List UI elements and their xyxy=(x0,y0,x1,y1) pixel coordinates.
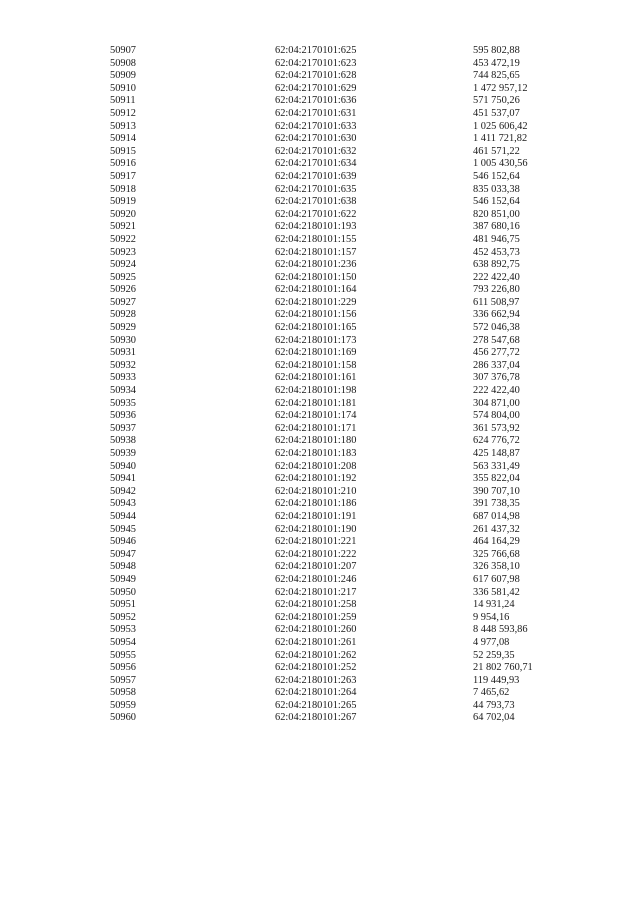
cadastral-number: 62:04:2170101:622 xyxy=(275,208,357,220)
cadastral-value: 793 226,80 xyxy=(473,284,520,296)
row-number: 50953 xyxy=(110,624,136,636)
table-row xyxy=(110,448,593,461)
cadastral-number: 62:04:2180101:169 xyxy=(275,347,357,359)
cadastral-value: 571 750,26 xyxy=(473,95,520,107)
row-number: 50947 xyxy=(110,548,136,560)
row-number: 50956 xyxy=(110,662,136,674)
table-row xyxy=(110,309,593,322)
table-row xyxy=(110,95,593,108)
row-number: 50913 xyxy=(110,120,136,132)
cadastral-value: 52 259,35 xyxy=(473,649,515,661)
table-row xyxy=(110,398,593,411)
cadastral-number: 62:04:2170101:629 xyxy=(275,82,357,94)
table-row xyxy=(110,347,593,360)
row-number: 50939 xyxy=(110,448,136,459)
cadastral-value: 222 422,40 xyxy=(473,385,520,397)
table-row xyxy=(110,171,593,184)
row-number: 50925 xyxy=(110,271,136,283)
cadastral-value: 336 581,42 xyxy=(473,586,520,598)
cadastral-number: 62:04:2180101:265 xyxy=(275,699,357,711)
row-number: 50927 xyxy=(110,296,136,308)
table-row xyxy=(110,83,593,96)
cadastral-number: 62:04:2180101:198 xyxy=(275,385,357,397)
cadastral-number: 62:04:2180101:158 xyxy=(275,359,357,371)
row-number: 50960 xyxy=(110,712,136,724)
row-number: 50917 xyxy=(110,170,136,182)
table-row xyxy=(110,146,593,159)
row-number: 50932 xyxy=(110,359,136,371)
cadastral-value: 304 871,00 xyxy=(473,397,520,409)
cadastral-number: 62:04:2170101:623 xyxy=(275,57,357,69)
cadastral-number: 62:04:2180101:164 xyxy=(275,284,357,296)
table-row xyxy=(110,561,593,574)
cadastral-value: 286 337,04 xyxy=(473,359,520,371)
cadastral-value: 14 931,24 xyxy=(473,599,515,611)
row-number: 50931 xyxy=(110,347,136,359)
row-number: 50914 xyxy=(110,133,136,145)
table-row xyxy=(110,360,593,373)
cadastral-value: 624 776,72 xyxy=(473,435,520,447)
cadastral-value: 461 571,22 xyxy=(473,145,520,157)
cadastral-value: 563 331,49 xyxy=(473,460,520,472)
table-row xyxy=(110,272,593,285)
cadastral-value: 336 662,94 xyxy=(473,309,520,321)
cadastral-value: 611 508,97 xyxy=(473,296,520,308)
table-row xyxy=(110,221,593,234)
table-row xyxy=(110,335,593,348)
cadastral-number: 62:04:2180101:161 xyxy=(275,372,357,384)
table-row xyxy=(110,297,593,310)
row-number: 50952 xyxy=(110,611,136,623)
table-row xyxy=(110,511,593,524)
table-row xyxy=(110,322,593,335)
table-row xyxy=(110,259,593,272)
row-number: 50926 xyxy=(110,284,136,296)
table-row xyxy=(110,284,593,297)
row-number: 50940 xyxy=(110,460,136,472)
cadastral-number: 62:04:2180101:183 xyxy=(275,448,357,459)
table-row xyxy=(110,574,593,587)
table-body xyxy=(110,45,593,725)
cadastral-number: 62:04:2180101:221 xyxy=(275,536,357,548)
table-row xyxy=(110,700,593,713)
cadastral-value: 574 804,00 xyxy=(473,410,520,422)
cadastral-number: 62:04:2180101:155 xyxy=(275,233,357,245)
cadastral-value: 325 766,68 xyxy=(473,548,520,560)
cadastral-value: 744 825,65 xyxy=(473,70,520,82)
cadastral-value-table xyxy=(110,45,593,725)
cadastral-number: 62:04:2180101:181 xyxy=(275,397,357,409)
row-number: 50958 xyxy=(110,687,136,699)
cadastral-value: 8 448 593,86 xyxy=(473,624,528,636)
table-row xyxy=(110,158,593,171)
table-row xyxy=(110,675,593,688)
cadastral-number: 62:04:2180101:171 xyxy=(275,422,357,434)
cadastral-value: 9 954,16 xyxy=(473,611,510,623)
row-number: 50935 xyxy=(110,397,136,409)
row-number: 50946 xyxy=(110,536,136,548)
cadastral-number: 62:04:2180101:156 xyxy=(275,309,357,321)
cadastral-number: 62:04:2180101:260 xyxy=(275,624,357,636)
cadastral-value: 546 152,64 xyxy=(473,170,520,182)
cadastral-value: 820 851,00 xyxy=(473,208,520,220)
cadastral-value: 307 376,78 xyxy=(473,372,520,384)
row-number: 50918 xyxy=(110,183,136,195)
cadastral-value: 222 422,40 xyxy=(473,271,520,283)
cadastral-number: 62:04:2170101:625 xyxy=(275,45,357,56)
cadastral-number: 62:04:2180101:267 xyxy=(275,712,357,724)
row-number: 50936 xyxy=(110,410,136,422)
cadastral-number: 62:04:2180101:180 xyxy=(275,435,357,447)
row-number: 50924 xyxy=(110,259,136,271)
table-row xyxy=(110,435,593,448)
cadastral-number: 62:04:2180101:222 xyxy=(275,548,357,560)
cadastral-value: 595 802,88 xyxy=(473,45,520,56)
table-row xyxy=(110,549,593,562)
cadastral-number: 62:04:2180101:174 xyxy=(275,410,357,422)
cadastral-number: 62:04:2170101:632 xyxy=(275,145,357,157)
row-number: 50919 xyxy=(110,196,136,208)
cadastral-value: 453 472,19 xyxy=(473,57,520,69)
row-number: 50923 xyxy=(110,246,136,258)
table-row xyxy=(110,498,593,511)
table-row xyxy=(110,45,593,58)
cadastral-value: 387 680,16 xyxy=(473,221,520,233)
cadastral-number: 62:04:2180101:191 xyxy=(275,510,357,522)
cadastral-number: 62:04:2180101:252 xyxy=(275,662,357,674)
cadastral-value: 4 977,08 xyxy=(473,636,510,648)
row-number: 50954 xyxy=(110,636,136,648)
row-number: 50942 xyxy=(110,485,136,497)
cadastral-number: 62:04:2170101:630 xyxy=(275,133,357,145)
table-row xyxy=(110,712,593,725)
table-row xyxy=(110,587,593,600)
cadastral-number: 62:04:2180101:208 xyxy=(275,460,357,472)
row-number: 50959 xyxy=(110,699,136,711)
cadastral-number: 62:04:2180101:246 xyxy=(275,573,357,585)
row-number: 50907 xyxy=(110,45,136,56)
cadastral-value: 617 607,98 xyxy=(473,573,520,585)
row-number: 50948 xyxy=(110,561,136,573)
row-number: 50937 xyxy=(110,422,136,434)
cadastral-value: 261 437,32 xyxy=(473,523,520,535)
cadastral-value: 572 046,38 xyxy=(473,322,520,334)
row-number: 50938 xyxy=(110,435,136,447)
cadastral-number: 62:04:2180101:261 xyxy=(275,636,357,648)
cadastral-value: 391 738,35 xyxy=(473,498,520,510)
cadastral-number: 62:04:2180101:263 xyxy=(275,674,357,686)
cadastral-value: 64 702,04 xyxy=(473,712,515,724)
cadastral-number: 62:04:2180101:259 xyxy=(275,611,357,623)
table-row xyxy=(110,624,593,637)
cadastral-number: 62:04:2170101:635 xyxy=(275,183,357,195)
row-number: 50912 xyxy=(110,107,136,119)
table-row xyxy=(110,599,593,612)
row-number: 50930 xyxy=(110,334,136,346)
cadastral-number: 62:04:2170101:634 xyxy=(275,158,357,170)
table-row xyxy=(110,461,593,474)
cadastral-value: 1 411 721,82 xyxy=(473,133,528,145)
row-number: 50920 xyxy=(110,208,136,220)
row-number: 50945 xyxy=(110,523,136,535)
cadastral-number: 62:04:2180101:157 xyxy=(275,246,357,258)
cadastral-number: 62:04:2180101:217 xyxy=(275,586,357,598)
table-row xyxy=(110,196,593,209)
table-row xyxy=(110,58,593,71)
cadastral-value: 119 449,93 xyxy=(473,674,520,686)
table-row xyxy=(110,234,593,247)
row-number: 50949 xyxy=(110,573,136,585)
row-number: 50955 xyxy=(110,649,136,661)
table-row xyxy=(110,247,593,260)
cadastral-value: 1 005 430,56 xyxy=(473,158,528,170)
cadastral-value: 481 946,75 xyxy=(473,233,520,245)
cadastral-value: 638 892,75 xyxy=(473,259,520,271)
row-number: 50916 xyxy=(110,158,136,170)
cadastral-number: 62:04:2180101:150 xyxy=(275,271,357,283)
row-number: 50929 xyxy=(110,322,136,334)
cadastral-number: 62:04:2170101:631 xyxy=(275,107,357,119)
cadastral-number: 62:04:2180101:229 xyxy=(275,296,357,308)
row-number: 50911 xyxy=(110,95,136,107)
cadastral-number: 62:04:2170101:638 xyxy=(275,196,357,208)
cadastral-value: 546 152,64 xyxy=(473,196,520,208)
cadastral-number: 62:04:2180101:207 xyxy=(275,561,357,573)
row-number: 50922 xyxy=(110,233,136,245)
cadastral-value: 21 802 760,71 xyxy=(473,662,533,674)
table-row xyxy=(110,121,593,134)
table-row xyxy=(110,536,593,549)
cadastral-number: 62:04:2180101:236 xyxy=(275,259,357,271)
cadastral-value: 452 453,73 xyxy=(473,246,520,258)
cadastral-value: 44 793,73 xyxy=(473,699,515,711)
row-number: 50944 xyxy=(110,510,136,522)
cadastral-number: 62:04:2180101:264 xyxy=(275,687,357,699)
table-row xyxy=(110,385,593,398)
table-row xyxy=(110,637,593,650)
table-row xyxy=(110,133,593,146)
table-row xyxy=(110,473,593,486)
cadastral-value: 1 472 957,12 xyxy=(473,82,528,94)
table-row xyxy=(110,70,593,83)
cadastral-number: 62:04:2180101:193 xyxy=(275,221,357,233)
cadastral-number: 62:04:2170101:633 xyxy=(275,120,357,132)
cadastral-value: 1 025 606,42 xyxy=(473,120,528,132)
cadastral-value: 326 358,10 xyxy=(473,561,520,573)
table-row xyxy=(110,108,593,121)
cadastral-value: 835 033,38 xyxy=(473,183,520,195)
cadastral-value: 456 277,72 xyxy=(473,347,520,359)
cadastral-number: 62:04:2180101:190 xyxy=(275,523,357,535)
row-number: 50915 xyxy=(110,145,136,157)
row-number: 50921 xyxy=(110,221,136,233)
table-row xyxy=(110,486,593,499)
cadastral-number: 62:04:2180101:165 xyxy=(275,322,357,334)
table-row xyxy=(110,410,593,423)
cadastral-value: 361 573,92 xyxy=(473,422,520,434)
table-row xyxy=(110,650,593,663)
cadastral-value: 687 014,98 xyxy=(473,510,520,522)
table-row xyxy=(110,524,593,537)
cadastral-value: 451 537,07 xyxy=(473,107,520,119)
cadastral-number: 62:04:2170101:628 xyxy=(275,70,357,82)
row-number: 50934 xyxy=(110,385,136,397)
row-number: 50909 xyxy=(110,70,136,82)
table-row xyxy=(110,423,593,436)
cadastral-value: 278 547,68 xyxy=(473,334,520,346)
table-row xyxy=(110,687,593,700)
row-number: 50941 xyxy=(110,473,136,485)
cadastral-value: 390 707,10 xyxy=(473,485,520,497)
table-row xyxy=(110,209,593,222)
cadastral-number: 62:04:2170101:639 xyxy=(275,170,357,182)
table-row xyxy=(110,662,593,675)
row-number: 50910 xyxy=(110,82,136,94)
cadastral-value: 464 164,29 xyxy=(473,536,520,548)
row-number: 50928 xyxy=(110,309,136,321)
cadastral-number: 62:04:2170101:636 xyxy=(275,95,357,107)
row-number: 50957 xyxy=(110,674,136,686)
cadastral-value: 425 148,87 xyxy=(473,448,520,459)
cadastral-number: 62:04:2180101:258 xyxy=(275,599,357,611)
row-number: 50951 xyxy=(110,599,136,611)
table-row xyxy=(110,184,593,197)
cadastral-number: 62:04:2180101:262 xyxy=(275,649,357,661)
cadastral-value: 355 822,04 xyxy=(473,473,520,485)
cadastral-number: 62:04:2180101:192 xyxy=(275,473,357,485)
row-number: 50908 xyxy=(110,57,136,69)
table-row xyxy=(110,372,593,385)
row-number: 50943 xyxy=(110,498,136,510)
row-number: 50950 xyxy=(110,586,136,598)
cadastral-number: 62:04:2180101:186 xyxy=(275,498,357,510)
cadastral-number: 62:04:2180101:210 xyxy=(275,485,357,497)
cadastral-value: 7 465,62 xyxy=(473,687,510,699)
cadastral-number: 62:04:2180101:173 xyxy=(275,334,357,346)
table-row xyxy=(110,612,593,625)
row-number: 50933 xyxy=(110,372,136,384)
